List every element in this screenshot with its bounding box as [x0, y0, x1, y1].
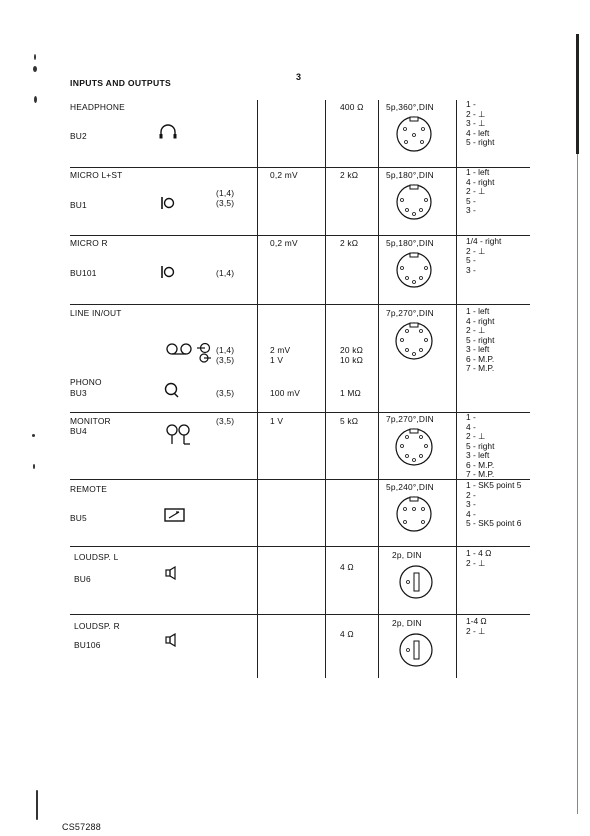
din-2pin-connector-icon	[398, 564, 434, 600]
pin-item: 2 - ⊥	[466, 557, 486, 568]
pin-item: 3 -	[466, 264, 476, 275]
row-id: BU3	[70, 388, 87, 398]
remote-icon	[164, 508, 186, 522]
pin-item: 2 - ⊥	[466, 186, 486, 196]
pin-item: 5 - right	[466, 440, 495, 451]
column-divider	[325, 100, 326, 678]
connector-type: 2p, DIN	[392, 618, 422, 628]
pin-list	[466, 100, 494, 148]
pin-item: 7 - M.P.	[466, 469, 495, 479]
microphone-icon	[160, 265, 176, 279]
row-divider	[70, 546, 530, 547]
row-id: BU6	[74, 574, 91, 584]
microphone-icon	[160, 196, 176, 210]
impedance-value: 2 kΩ	[340, 170, 359, 180]
pin-item: 4 -	[466, 421, 476, 432]
pin-item: 1 - 4 Ω	[466, 548, 492, 558]
impedance-value: 400 Ω	[340, 102, 364, 112]
row-name: LOUDSP. R	[74, 621, 120, 631]
column-divider	[257, 100, 258, 678]
pin-item: 5 -	[466, 195, 476, 206]
loudspeaker-icon	[164, 633, 178, 647]
row-divider	[70, 479, 530, 480]
row-id: BU2	[70, 131, 87, 141]
pin-item: 3 -	[466, 499, 476, 509]
scan-speck	[32, 434, 35, 437]
pin-item: 1 -	[466, 99, 476, 109]
pin-item: 1 - left	[466, 167, 490, 177]
impedance-value: 2 kΩ	[340, 238, 359, 248]
pin-item: 1/4 - right	[466, 236, 502, 246]
column-divider	[378, 100, 379, 678]
row-name: HEADPHONE	[70, 102, 125, 112]
impedance-value: 5 kΩ	[340, 416, 359, 426]
scan-speck	[36, 790, 38, 820]
pin-item: 3 - left	[466, 450, 490, 460]
row-name: LOUDSP. L	[74, 552, 119, 562]
scan-edge-line	[577, 154, 578, 814]
pin-item: 3 - ⊥	[466, 118, 486, 128]
din-5pin-connector-icon	[393, 182, 435, 222]
scan-speck	[33, 464, 35, 469]
connector-type: 5p,360°,DIN	[386, 102, 434, 112]
row-name: MONITOR	[70, 416, 111, 426]
impedance-value: 4 Ω	[340, 562, 354, 572]
pin-note: (3,5)	[216, 198, 235, 208]
level-value: 2 mV	[270, 345, 291, 355]
impedance-value: 20 kΩ	[340, 345, 364, 355]
level-value: 1 V	[270, 416, 284, 426]
pin-item: 2 - ⊥	[466, 431, 486, 441]
pin-item: 5 -	[466, 255, 476, 265]
row-id: BU101	[70, 268, 97, 278]
page-number: 3	[296, 72, 302, 82]
row-id: BU106	[74, 640, 101, 650]
connector-type: 5p,180°,DIN	[386, 170, 434, 180]
pin-item: 5 - SK5 point 6	[466, 518, 522, 528]
pin-item: 2 - ⊥	[466, 108, 486, 119]
row-divider	[70, 235, 530, 236]
pin-item: 6 - M.P.	[466, 459, 495, 470]
monitor-tape-icon	[166, 424, 192, 446]
pin-item: 1 -	[466, 412, 476, 422]
pin-list	[466, 168, 494, 216]
row-name: LINE IN/OUT	[70, 308, 122, 318]
row-id: BU4	[70, 426, 87, 436]
scan-speck	[34, 96, 37, 103]
pin-list	[466, 307, 494, 374]
row-name: MICRO R	[70, 238, 108, 248]
row-name: MICRO L+ST	[70, 170, 123, 180]
impedance-value: 4 Ω	[340, 629, 354, 639]
column-divider	[456, 100, 457, 678]
din-5pin-240-connector-icon	[393, 494, 435, 534]
pin-item: 2 - ⊥	[466, 325, 486, 335]
pin-list	[466, 481, 521, 529]
pin-item: 4 -	[466, 508, 476, 519]
scan-edge-mark	[576, 34, 579, 154]
pin-note: (1,4)	[216, 268, 235, 278]
impedance-value: 10 kΩ	[340, 355, 364, 365]
row-name: PHONO	[70, 377, 102, 387]
tape-recorder-icon	[166, 341, 212, 363]
pin-note: (1,4)	[216, 188, 235, 198]
pin-item: 2 - ⊥	[466, 625, 486, 636]
connector-type: 7p,270°,DIN	[386, 414, 434, 424]
pin-item: 2 - ⊥	[466, 245, 486, 256]
pin-item: 5 - right	[466, 137, 495, 147]
pin-note: (1,4)	[216, 345, 235, 355]
level-value: 0,2 mV	[270, 238, 298, 248]
pin-note: (3,5)	[216, 388, 235, 398]
connector-type: 2p, DIN	[392, 550, 422, 560]
page-title: INPUTS AND OUTPUTS	[70, 78, 172, 88]
pin-item: 1 - SK5 point 5	[466, 480, 522, 490]
pin-item: 6 - M.P.	[466, 353, 495, 364]
pin-item: 7 - M.P.	[466, 363, 495, 373]
pin-item: 1 - left	[466, 306, 490, 316]
pin-item: 4 - right	[466, 315, 495, 326]
pin-list	[466, 617, 487, 636]
level-value: 0,2 mV	[270, 170, 298, 180]
pin-note: (3,5)	[216, 416, 235, 426]
din-2pin-connector-icon	[398, 632, 434, 668]
din-5pin-connector-icon	[393, 114, 435, 154]
row-divider	[70, 412, 530, 413]
row-id: BU5	[70, 513, 87, 523]
row-divider	[70, 304, 530, 305]
scan-speck	[34, 54, 36, 60]
pin-item: 3 -	[466, 205, 476, 215]
connector-type: 7p,270°,DIN	[386, 308, 434, 318]
level-value: 1 V	[270, 355, 284, 365]
row-divider	[70, 167, 530, 168]
pin-item: 1-4 Ω	[466, 616, 487, 626]
pin-item: 5 - right	[466, 334, 495, 345]
din-5pin-connector-icon	[393, 250, 435, 290]
row-id: BU1	[70, 200, 87, 210]
connector-type: 5p,180°,DIN	[386, 238, 434, 248]
level-value: 100 mV	[270, 388, 301, 398]
headphone-icon	[158, 124, 178, 140]
row-divider	[70, 614, 530, 615]
pin-note: (3,5)	[216, 355, 235, 365]
document-code: CS57288	[62, 822, 101, 832]
din-7pin-connector-icon	[393, 320, 435, 362]
pin-list	[466, 549, 491, 568]
row-name: REMOTE	[70, 484, 108, 494]
pin-item: 3 - left	[466, 344, 490, 354]
impedance-value: 1 MΩ	[340, 388, 362, 398]
connector-type: 5p,240°,DIN	[386, 482, 434, 492]
scan-speck	[33, 66, 37, 72]
pin-item: 2 -	[466, 489, 476, 500]
loudspeaker-icon	[164, 566, 178, 580]
pin-item: 4 - left	[466, 127, 490, 138]
pin-list	[466, 237, 501, 275]
pin-item: 4 - right	[466, 176, 495, 187]
pin-list	[466, 413, 494, 480]
phono-icon	[164, 382, 180, 398]
din-7pin-connector-icon	[393, 426, 435, 468]
